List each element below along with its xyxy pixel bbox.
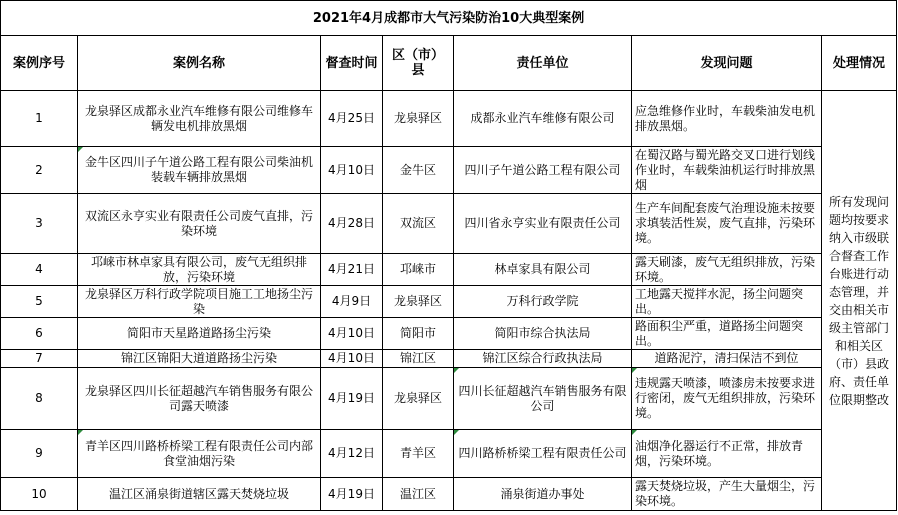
case-issue: 应急维修作业时，车载柴油发电机排放黑烟。 (632, 91, 822, 147)
cell-marker-icon (454, 430, 459, 435)
case-unit: 万科行政学院 (454, 286, 632, 318)
case-name (78, 147, 321, 194)
case-name: 双流区永亨实业有限责任公司废气直排，污染环境 (78, 194, 321, 254)
case-issue: 路面积尘严重，道路扬尘问题突出。 (632, 318, 822, 350)
case-district: 金牛区 (383, 147, 454, 194)
header-seq: 案例序号 (1, 36, 78, 91)
case-issue-text: 油烟净化器运行不正常，排放青烟，污染环境。 (635, 438, 804, 468)
case-name: 龙泉驿区万科行政学院项目施工工地扬尘污染 (78, 286, 321, 318)
header-unit: 责任单位 (454, 36, 632, 91)
case-name: 简阳市天星路道路扬尘污染 (78, 318, 321, 350)
case-name-text: 青羊区四川路桥桥梁工程有限责任公司内部食堂油烟污染 (84, 438, 313, 468)
case-seq: 6 (1, 318, 78, 350)
table-row (1, 194, 897, 254)
case-unit: 锦江区综合行政执法局 (454, 350, 632, 368)
table-row (1, 368, 897, 430)
case-name: 邛崃市林卓家具有限公司，废气无组织排放，污染环境 (78, 254, 321, 286)
case-district: 龙泉驿区 (383, 91, 454, 147)
case-unit: 涌泉街道办事处 (454, 478, 632, 511)
case-district: 青羊区 (383, 430, 454, 478)
case-issue: 道路泥泞，清扫保洁不到位 (632, 350, 822, 368)
case-name (78, 430, 321, 478)
header-district: 区（市）县 (383, 36, 454, 91)
case-date: 4月9日 (321, 286, 383, 318)
table-row (1, 350, 897, 368)
case-seq: 4 (1, 254, 78, 286)
case-date: 4月28日 (321, 194, 383, 254)
case-name-text: 金牛区四川子午道公路工程有限公司柴油机装载车辆排放黑烟 (84, 155, 313, 184)
header-handling: 处理情况 (822, 36, 897, 91)
table-row (1, 430, 897, 478)
case-seq: 8 (1, 368, 78, 430)
case-unit: 简阳市综合执法局 (454, 318, 632, 350)
case-date: 4月10日 (321, 147, 383, 194)
case-issue (632, 430, 822, 478)
header-date: 督查时间 (321, 36, 383, 91)
case-issue-text: 违规露天喷漆，喷漆房未按要求进行密闭，废气无组织排放，污染环境。 (635, 376, 816, 420)
table-row (1, 91, 897, 147)
case-seq: 3 (1, 194, 78, 254)
case-unit: 成都永业汽车维修有限公司 (454, 91, 632, 147)
case-unit (454, 368, 632, 430)
handling-note: 所有发现问题均按要求纳入市级联合督查工作台账进行动态管理，并交由相关市级主管部门和相关区（市）县政府、责任单位限期整改 (822, 91, 897, 511)
case-issue: 露天刷漆，废气无组织排放，污染环境。 (632, 254, 822, 286)
cell-marker-icon (454, 368, 459, 373)
table-title: 2021年4月成都市大气污染防治10大典型案例 (1, 1, 897, 36)
case-date: 4月10日 (321, 350, 383, 368)
case-unit-text: 四川长征超越汽车销售服务有限公司 (458, 383, 627, 413)
case-name: 龙泉驿区四川长征超越汽车销售服务有限公司露天喷漆 (78, 368, 321, 430)
case-issue: 在蜀汉路与蜀光路交叉口进行划线作业时，车载柴油机运行时排放黑烟 (632, 147, 822, 194)
case-district: 温江区 (383, 478, 454, 511)
case-seq: 9 (1, 430, 78, 478)
case-name: 龙泉驿区成都永业汽车维修有限公司维修车辆发电机排放黑烟 (78, 91, 321, 147)
case-seq: 1 (1, 91, 78, 147)
case-district: 龙泉驿区 (383, 368, 454, 430)
case-issue: 工地露天搅拌水泥，扬尘问题突出。 (632, 286, 822, 318)
case-date: 4月21日 (321, 254, 383, 286)
case-issue (632, 368, 822, 430)
cell-marker-icon (78, 147, 83, 152)
case-unit: 四川省永亨实业有限责任公司 (454, 194, 632, 254)
header-row (1, 36, 897, 91)
case-seq: 2 (1, 147, 78, 194)
case-unit-text: 四川路桥桥梁工程有限责任公司 (458, 446, 627, 460)
case-unit: 林卓家具有限公司 (454, 254, 632, 286)
case-district: 简阳市 (383, 318, 454, 350)
case-district: 龙泉驿区 (383, 286, 454, 318)
table-row (1, 147, 897, 194)
case-unit (454, 430, 632, 478)
case-name: 锦江区锦阳大道道路扬尘污染 (78, 350, 321, 368)
case-unit: 四川子午道公路工程有限公司 (454, 147, 632, 194)
case-issue: 露天焚烧垃圾，产生大量烟尘，污染环境。 (632, 478, 822, 511)
cell-marker-icon (632, 368, 637, 373)
case-district: 锦江区 (383, 350, 454, 368)
case-seq: 10 (1, 478, 78, 511)
case-district: 双流区 (383, 194, 454, 254)
case-name: 温江区涌泉街道辖区露天焚烧垃圾 (78, 478, 321, 511)
header-issue: 发现问题 (632, 36, 822, 91)
header-name: 案例名称 (78, 36, 321, 91)
case-issue: 生产车间配套废气治理设施未按要求填装活性炭，废气直排，污染环境。 (632, 194, 822, 254)
case-district: 邛崃市 (383, 254, 454, 286)
case-date: 4月10日 (321, 318, 383, 350)
cell-marker-icon (632, 430, 637, 435)
table-row (1, 254, 897, 286)
case-date: 4月12日 (321, 430, 383, 478)
case-seq: 7 (1, 350, 78, 368)
case-date: 4月25日 (321, 91, 383, 147)
case-date: 4月19日 (321, 478, 383, 511)
case-date: 4月19日 (321, 368, 383, 430)
cell-marker-icon (78, 430, 83, 435)
case-seq: 5 (1, 286, 78, 318)
table-row (1, 318, 897, 350)
table-row (1, 286, 897, 318)
table-row (1, 478, 897, 511)
